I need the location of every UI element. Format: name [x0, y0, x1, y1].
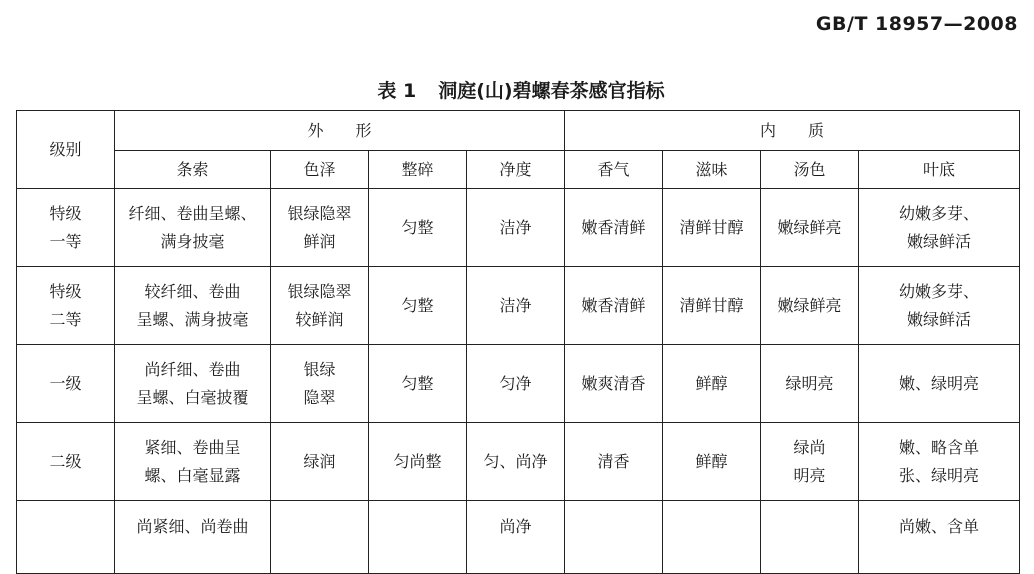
table-cell: 鲜醇 [663, 345, 761, 423]
header-cleanness: 净度 [467, 151, 565, 189]
table-cell: 嫩、略含单 张、绿明亮 [859, 423, 1020, 501]
header-intrinsic: 内 质 [565, 111, 1020, 151]
table-cell: 嫩香清鲜 [565, 189, 663, 267]
header-evenness: 整碎 [369, 151, 467, 189]
sensory-index-table [16, 110, 1020, 574]
header-liquor-color: 汤色 [761, 151, 859, 189]
table-cell: 匀、尚净 [467, 423, 565, 501]
header-taste: 滋味 [663, 151, 761, 189]
table-cell: 绿润 [271, 423, 369, 501]
table-cell: 绿尚 明亮 [761, 423, 859, 501]
header-color: 色泽 [271, 151, 369, 189]
table-cell: 清香 [565, 423, 663, 501]
table-cell: 幼嫩多芽、 嫩绿鲜活 [859, 267, 1020, 345]
header-appearance: 外 形 [115, 111, 565, 151]
table-cell: 银绿 隐翠 [271, 345, 369, 423]
table-row-partial [17, 501, 1020, 574]
table-title: 洞庭(山)碧螺春茶感官指标 [438, 80, 665, 102]
grade-cell: 特级 一等 [17, 189, 115, 267]
table-cell: 尚纤细、卷曲 呈螺、白毫披覆 [115, 345, 271, 423]
table-cell: 嫩、绿明亮 [859, 345, 1020, 423]
table-cell [369, 501, 467, 574]
table-number: 表 1 [377, 80, 417, 102]
table-cell: 清鲜甘醇 [663, 189, 761, 267]
header-grade: 级别 [17, 111, 115, 189]
header-row-columns [17, 151, 1020, 189]
table-cell: 鲜醇 [663, 423, 761, 501]
table-cell: 嫩爽清香 [565, 345, 663, 423]
table-cell: 匀整 [369, 267, 467, 345]
table-cell: 匀净 [467, 345, 565, 423]
table-cell: 纤细、卷曲呈螺、 满身披毫 [115, 189, 271, 267]
table-cell: 匀整 [369, 189, 467, 267]
table-cell: 洁净 [467, 267, 565, 345]
header-shape: 条索 [115, 151, 271, 189]
table-row [17, 423, 1020, 501]
table-row [17, 189, 1020, 267]
table-cell: 绿明亮 [761, 345, 859, 423]
table-cell: 尚嫩、含单 [859, 501, 1020, 574]
table-cell: 银绿隐翠 鲜润 [271, 189, 369, 267]
table-cell [271, 501, 369, 574]
table-cell: 尚紧细、尚卷曲 [115, 501, 271, 574]
table-cell: 银绿隐翠 较鲜润 [271, 267, 369, 345]
table-cell: 较纤细、卷曲 呈螺、满身披毫 [115, 267, 271, 345]
header-infused-leaf: 叶底 [859, 151, 1020, 189]
table-cell: 嫩绿鲜亮 [761, 267, 859, 345]
table-cell [565, 501, 663, 574]
grade-cell [17, 501, 115, 574]
table-cell: 嫩香清鲜 [565, 267, 663, 345]
grade-cell: 一级 [17, 345, 115, 423]
grade-cell: 特级 二等 [17, 267, 115, 345]
table-cell: 匀尚整 [369, 423, 467, 501]
table-caption [0, 76, 1034, 103]
table-cell: 紧细、卷曲呈 螺、白毫显露 [115, 423, 271, 501]
grade-cell: 二级 [17, 423, 115, 501]
table-cell [663, 501, 761, 574]
standard-number: GB/T 18957—2008 [815, 13, 1018, 35]
table-cell: 幼嫩多芽、 嫩绿鲜活 [859, 189, 1020, 267]
table-cell [761, 501, 859, 574]
header-aroma: 香气 [565, 151, 663, 189]
table-cell: 洁净 [467, 189, 565, 267]
table-cell: 匀整 [369, 345, 467, 423]
table-cell: 清鲜甘醇 [663, 267, 761, 345]
table-cell: 嫩绿鲜亮 [761, 189, 859, 267]
header-row-group [17, 111, 1020, 151]
table-cell: 尚净 [467, 501, 565, 574]
table-row [17, 345, 1020, 423]
table-row [17, 267, 1020, 345]
